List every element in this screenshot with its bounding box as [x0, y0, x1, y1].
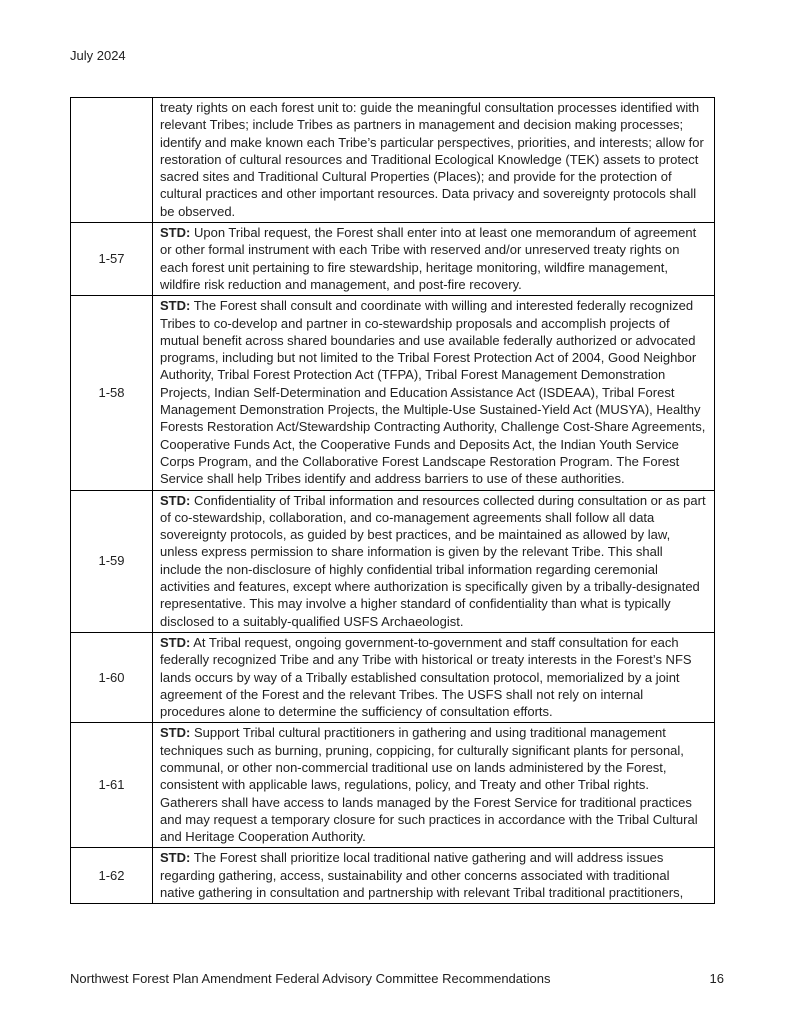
standard-text-cell: [153, 632, 715, 722]
standard-id: 1-62: [71, 848, 153, 904]
standard-body: Confidentiality of Tribal information and resources collected during consultation or as part of co-stewardship, collaboration, and co-management agreements shall follow all data sovereignty protocols, as guided by best practices, and be maintained as allowed by law, unless express permission to share information is given by the relevant Tribe. This shall include the non-disclosure of highly confidential tribal information regarding ceremonial activities and features, except where authorization is specifically given by a tribally-designated representative. This may involve a higher standard of confidentiality than what is typically disclosed to a suitably-qualified USFS Archaeologist.: [160, 492, 706, 629]
table-row: [71, 98, 715, 223]
standard-text-cell: [153, 490, 715, 632]
standard-text-cell: [153, 223, 715, 296]
standard-text-cell: [153, 296, 715, 490]
table-row: [71, 848, 715, 904]
standard-body: treaty rights on each forest unit to: guide the meaningful consultation processes identified with relevant Tribes; include Tribes as partners in management and decision making processes; identify and make known each Tribe’s particular perspectives, priorities, and interests; allow for restoration of cultural resources and Traditional Ecological Knowledge (TEK) assets to protect sacred sites and Traditional Cultural Properties (Places); and provide for the protection of cultural practices and other important resources. Data privacy and sovereignty protocols shall be observed.: [160, 100, 704, 219]
table-row: [71, 296, 715, 490]
table-row: [71, 632, 715, 722]
standard-id: 1-58: [71, 296, 153, 490]
standard-id: 1-57: [71, 223, 153, 296]
std-label: STD:: [160, 298, 191, 314]
std-label: STD:: [160, 850, 191, 866]
standard-body: The Forest shall prioritize local traditional native gathering and will address issues regarding gathering, access, sustainability and other concerns associated with traditional native gathering in consultation and partnership with relevant Tribal traditional practitioners,: [160, 850, 684, 901]
table-row: [71, 223, 715, 296]
std-label: STD:: [160, 725, 191, 741]
std-label: STD:: [160, 225, 191, 241]
standard-id: 1-61: [71, 723, 153, 848]
footer-page-number: 16: [709, 971, 724, 986]
std-label: STD:: [160, 634, 191, 650]
standard-id: 1-59: [71, 490, 153, 632]
standard-text-cell: [153, 723, 715, 848]
standards-table: [70, 97, 715, 904]
header-date: July 2024: [70, 48, 126, 63]
footer-title: Northwest Forest Plan Amendment Federal Advisory Committee Recommendations: [70, 971, 551, 986]
table-row: [71, 723, 715, 848]
standard-text-cell: [153, 98, 715, 223]
standard-body: At Tribal request, ongoing government-to-government and staff consultation for each federally recognized Tribe and any Tribe with historical or treaty interests in the Forest’s NFS lands occurs by way of a Tribally established consultation protocol, memorialized by a joint agreement of the Forest and the relevant Tribes. The USFS shall not rely on internal procedures alone to determine the sufficiency of consultation efforts.: [160, 634, 692, 720]
standard-body: The Forest shall consult and coordinate with willing and interested federally recognized Tribes to co-develop and partner in co-stewardship proposals and accomplish projects of mutual benefit across shared boundaries and use available federally authorized or advocated programs, including but not limited to the Tribal Forest Protection Act of 2004, Good Neighbor Authority, Tribal Forest Protection Act (TFPA), Tribal Forest Management Demonstration Projects, Indian Self-Determination and Education Assistance Act (ISDEAA), Tribal Forest Management Demonstration Projects, the Multiple-Use Sustained-Yield Act (MUSYA), Healthy Forests Restoration Act/Stewardship Contracting Authority, Challenge Cost-Share Agreements, Cooperative Funds Act, the Cooperative Funds and Deposits Act, the Indian Youth Service Corps Program, and the Collaborative Forest Landscape Restoration Program. The Forest Service shall help Tribes identify and address barriers to use of these authorities.: [160, 298, 706, 487]
standard-id: 1-60: [71, 632, 153, 722]
table-row: [71, 490, 715, 632]
std-label: STD:: [160, 492, 191, 508]
standard-id: [71, 98, 153, 223]
standard-text-cell: [153, 848, 715, 904]
page-footer: [70, 971, 724, 986]
standard-body: Upon Tribal request, the Forest shall enter into at least one memorandum of agreement or other formal instrument with each Tribe with reserved and/or unreserved treaty rights on each forest unit pertaining to fire stewardship, heritage monitoring, wildfire management, wildfire risk reduction and management, and post-fire recovery.: [160, 225, 697, 292]
standard-body: Support Tribal cultural practitioners in gathering and using traditional management techniques such as burning, pruning, coppicing, for culturally significant plants for personal, communal, or other non-commercial traditional use on lands administered by the Forest, consistent with applicable laws, regulations, policy, and Treaty and other Tribal rights. Gatherers shall have access to lands managed by the Forest Service for traditional practices and may request a temporary closure for such practices in accordance with the Tribal Cultural and Heritage Cooperation Authority.: [160, 725, 698, 845]
